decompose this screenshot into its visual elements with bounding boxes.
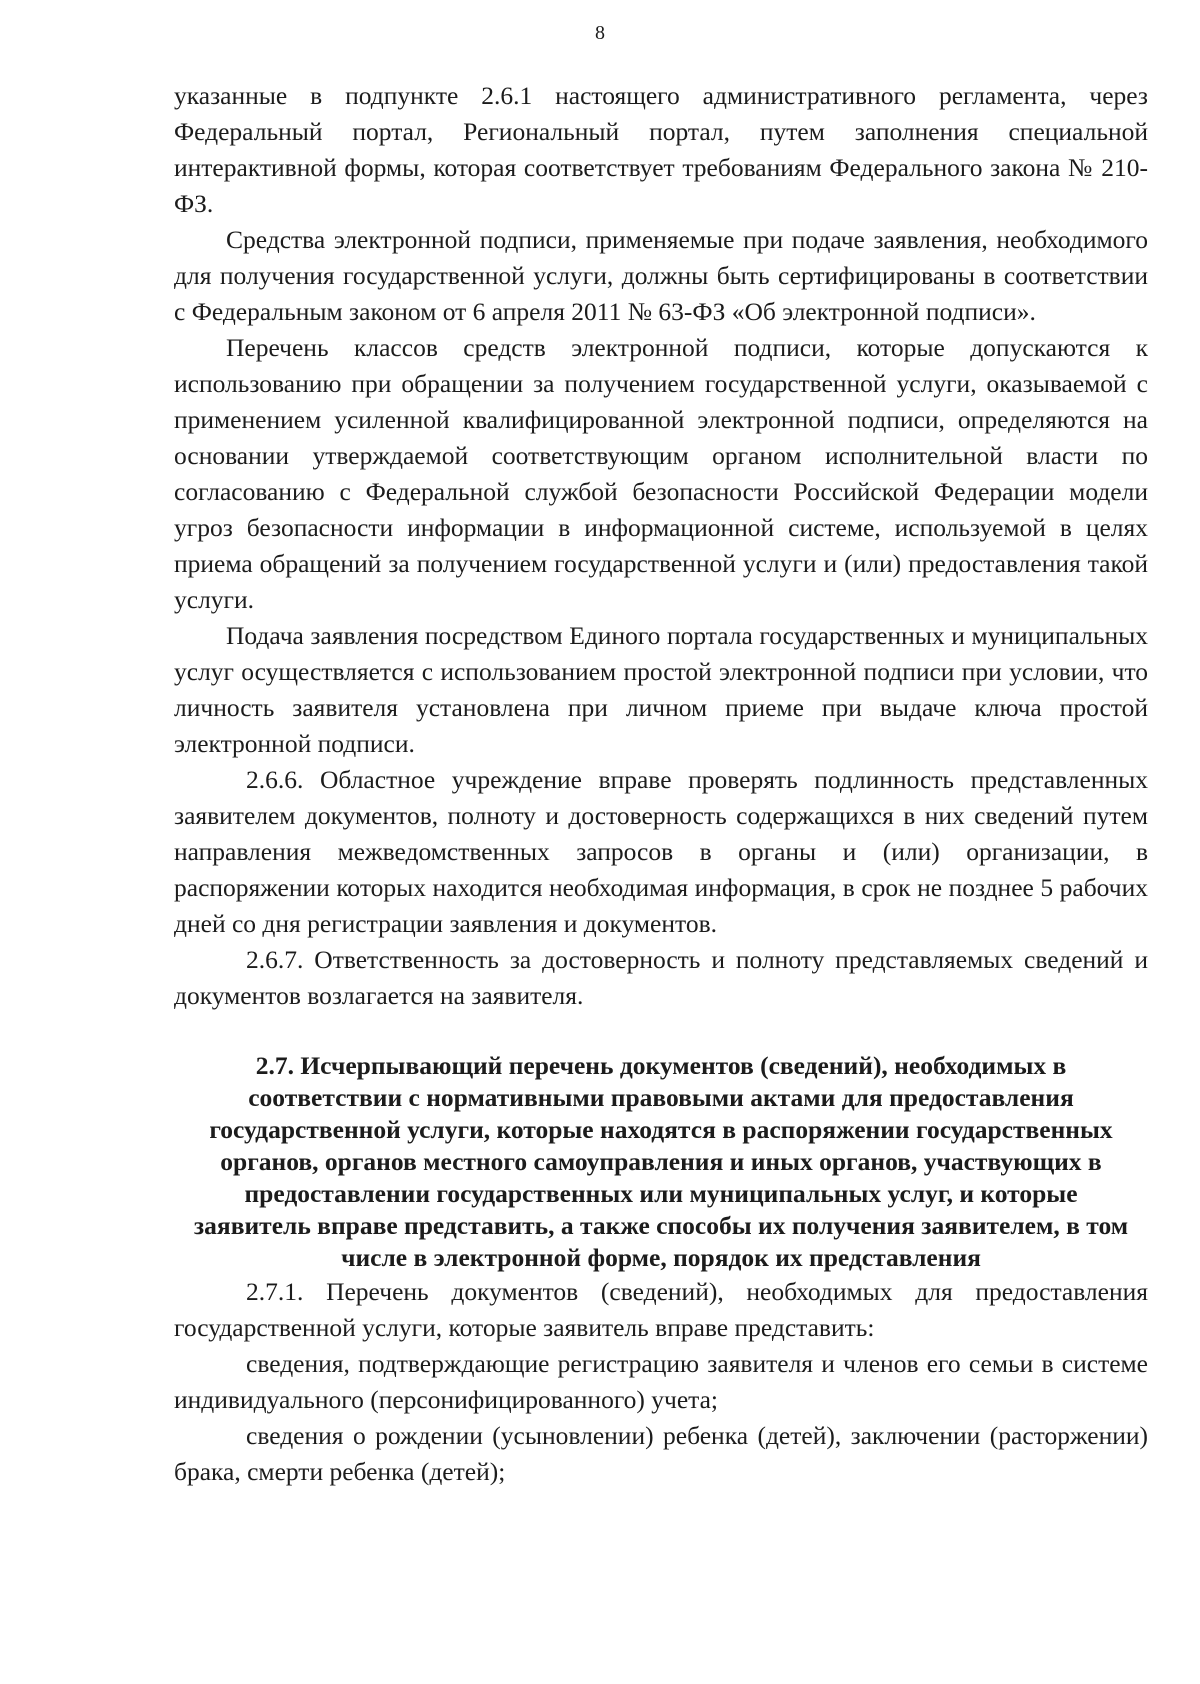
section-heading-2-7: 2.7. Исчерпывающий перечень документов (сведений), необходимых в соответствии с нормативными правовыми актами для предоставления государственной услуги, которые находятся в распоряжении государственных органов, органов местного самоуправления и иных органов, участвующих в предоставлении государственных или муниципальных услуг, и которые заявитель вправе представить, а также способы их получения заявителем, в том числе в электронной форме, порядок их представления [193,1051,1129,1272]
paragraph-2-7-1: 2.7.1. Перечень документов (сведений), необходимых для предоставления государственной услуги, которые заявитель вправе представить: [174,1277,1148,1342]
paragraph-signature-classes: Перечень классов средств электронной подписи, которые допускаются к использованию при обращении за получением государственной услуги, оказываемой с применением усиленной квалифицированной электронной подписи, определяются на основании утверждаемой соответствующим органом исполнительной власти по согласованию с Федеральной службой безопасности Российской Федерации модели угроз безопасности информации в информационной системе, используемой в целях приема обращений за получением государственной услуги и (или) предоставления такой услуги. [174,333,1148,614]
document-body [174,78,1148,1490]
paragraph-unified-portal-submission: Подача заявления посредством Единого портала государственных и муниципальных услуг осуществляется с использованием простой электронной подписи при условии, что личность заявителя установлена при личном приеме при выдаче ключа простой электронной подписи. [174,621,1148,758]
list-item-registration-info: сведения, подтверждающие регистрацию заявителя и членов его семьи в системе индивидуального (персонифицированного) учета; [174,1349,1148,1414]
paragraph-2-6-6: 2.6.6. Областное учреждение вправе проверять подлинность представленных заявителем документов, полноту и достоверность содержащихся в них сведений путем направления межведомственных запросов в органы и (или) организации, в распоряжении которых находится необходимая информация, в срок не позднее 5 рабочих дней со дня регистрации заявления и документов. [174,765,1148,938]
paragraph-electronic-signature-means: Средства электронной подписи, применяемые при подаче заявления, необходимого для получения государственной услуги, должны быть сертифицированы в соответствии с Федеральным законом от 6 апреля 2011 № 63-ФЗ «Об электронной подписи». [174,225,1148,326]
list-item-civil-status-info: сведения о рождении (усыновлении) ребенка (детей), заключении (расторжении) брака, смерти ребенка (детей); [174,1421,1148,1486]
paragraph-continuation: указанные в подпункте 2.6.1 настоящего административного регламента, через Федеральный портал, Региональный портал, путем заполнения специальной интерактивной формы, которая соответствует требованиям Федерального закона № 210-ФЗ. [174,81,1148,218]
paragraph-2-6-7: 2.6.7. Ответственность за достоверность и полноту представляемых сведений и документов возлагается на заявителя. [174,945,1148,1010]
page-number: 8 [595,22,605,44]
